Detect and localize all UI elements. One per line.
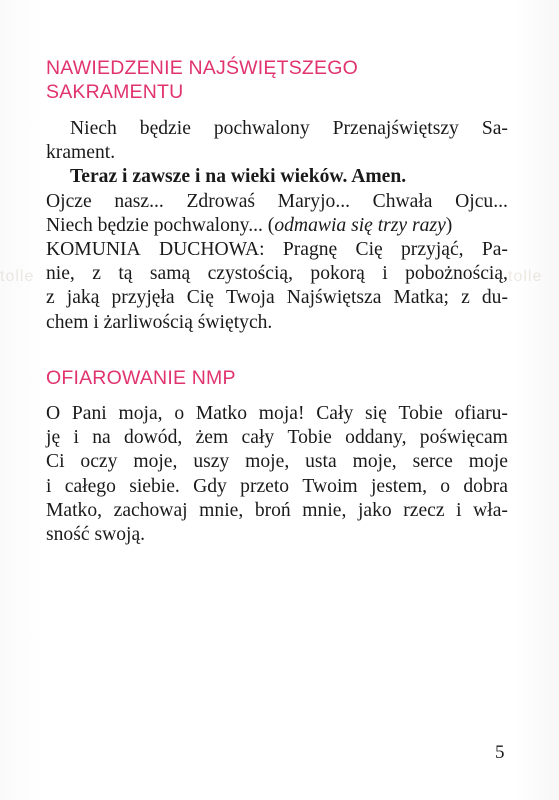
word: Matko, (46, 499, 103, 521)
word: nie, (46, 263, 75, 285)
text-line (46, 262, 508, 286)
watermark-right: tolle (508, 268, 543, 285)
word: czystością, (207, 263, 293, 285)
word: oddany, (345, 427, 407, 449)
word: poświęcam (419, 427, 508, 449)
word: jestem, (370, 475, 427, 497)
word: Tobie (287, 427, 332, 449)
word: broń (254, 499, 291, 521)
word: uszy (193, 451, 230, 473)
word: i (456, 499, 462, 521)
word: pobożnością, (405, 263, 508, 285)
word: całego (64, 475, 116, 497)
word: Twoim (302, 475, 358, 497)
word: dowód, (124, 427, 183, 449)
word: Najświętsza (286, 287, 382, 309)
heading-line: OFIAROWANIE NMP (46, 367, 236, 389)
heading-line: NAWIEDZENIE NAJŚWIĘTSZEGO (46, 57, 358, 79)
word: się (365, 403, 387, 424)
word: Matka; (393, 287, 449, 309)
word: z (461, 287, 470, 309)
word: będzie (139, 118, 191, 139)
word: ofiaru- (454, 403, 508, 424)
word: Przenajświętszy (332, 118, 459, 139)
word: z (46, 287, 55, 309)
text-line: sność swoją. (46, 523, 146, 545)
word: ję (46, 427, 61, 449)
word: Ojcu... (455, 190, 508, 212)
word: i (73, 427, 79, 449)
word: Gdy (193, 475, 227, 497)
word: KOMUNIA (46, 238, 141, 260)
word: Chwała (372, 190, 433, 212)
word: Pani (71, 403, 107, 424)
text-line (46, 475, 508, 499)
word: Ci (46, 451, 65, 473)
word: moje, (133, 451, 178, 473)
text-fragment: ) (445, 214, 453, 236)
word: Niech (70, 118, 117, 139)
heading-line: SAKRAMENTU (46, 81, 184, 104)
word: Pa- (481, 238, 508, 260)
word: Sa- (481, 118, 508, 139)
word: serce (412, 451, 453, 473)
text-line (46, 402, 508, 426)
section-body-visit (46, 117, 508, 335)
word: moje, (245, 451, 290, 473)
word: siebie. (129, 475, 180, 497)
word: Maryjo... (277, 190, 351, 212)
word: du- (481, 287, 508, 309)
word: Pragnę (282, 238, 338, 260)
text-line (46, 238, 508, 262)
page-number: 5 (495, 742, 505, 763)
word: DUCHOWA: (158, 238, 265, 260)
word: O (46, 403, 61, 424)
section-heading-visit (46, 56, 516, 104)
text-line (46, 117, 508, 141)
word: Cały (316, 403, 354, 424)
word: Ojcze (46, 190, 92, 212)
word: Cię (186, 287, 214, 309)
word: o (440, 475, 451, 497)
word: Zdrowaś (186, 190, 256, 212)
word: samą (149, 263, 191, 285)
word: moja, (118, 403, 163, 424)
word: cały (241, 427, 275, 449)
text-line (46, 214, 508, 238)
word: Matko (195, 403, 248, 424)
text-line: chem i żarliwością świętych. (46, 311, 273, 333)
text-line (46, 190, 508, 214)
word: nasz... (114, 190, 164, 212)
word: wła- (473, 499, 508, 521)
word: rzecz (403, 499, 445, 521)
word: mnie, (302, 499, 347, 521)
word: przyjęła (111, 287, 175, 309)
word: jako (357, 499, 392, 521)
word: mnie, (199, 499, 244, 521)
word: zachowaj (113, 499, 188, 521)
section-heading-offering (46, 366, 516, 390)
text-line: krament. (46, 142, 116, 164)
text-fragment: Niech będzie pochwalony... ( (46, 214, 275, 236)
word: jaką (66, 287, 100, 309)
word: z (92, 263, 101, 285)
watermark-left: tolle (0, 268, 35, 285)
word: pokorą (310, 263, 365, 285)
text-line (46, 426, 508, 450)
word: pochwalony (213, 118, 310, 139)
word: moje (468, 451, 508, 473)
word: przyjąć, (401, 238, 464, 260)
word: o (174, 403, 185, 424)
word: usta (305, 451, 337, 473)
word: przeto (240, 475, 290, 497)
text-line (46, 499, 508, 523)
word: i (46, 475, 52, 497)
word: tą (118, 263, 133, 285)
text-line-bold: Teraz i zawsze i na wieki wieków. Amen. (70, 166, 407, 188)
word: Cię (355, 238, 383, 260)
word: moje, (352, 451, 397, 473)
word: moja! (258, 403, 305, 424)
word: oczy (80, 451, 118, 473)
word: żem (195, 427, 229, 449)
italic-note: odmawia się trzy razy (274, 214, 446, 236)
word: i (382, 263, 388, 285)
text-line (46, 450, 508, 474)
word: Twoja (225, 287, 275, 309)
word: dobra (463, 475, 508, 497)
section-body-offering (46, 402, 508, 547)
word: na (92, 427, 111, 449)
word: Tobie (398, 403, 443, 424)
text-line (46, 286, 508, 310)
